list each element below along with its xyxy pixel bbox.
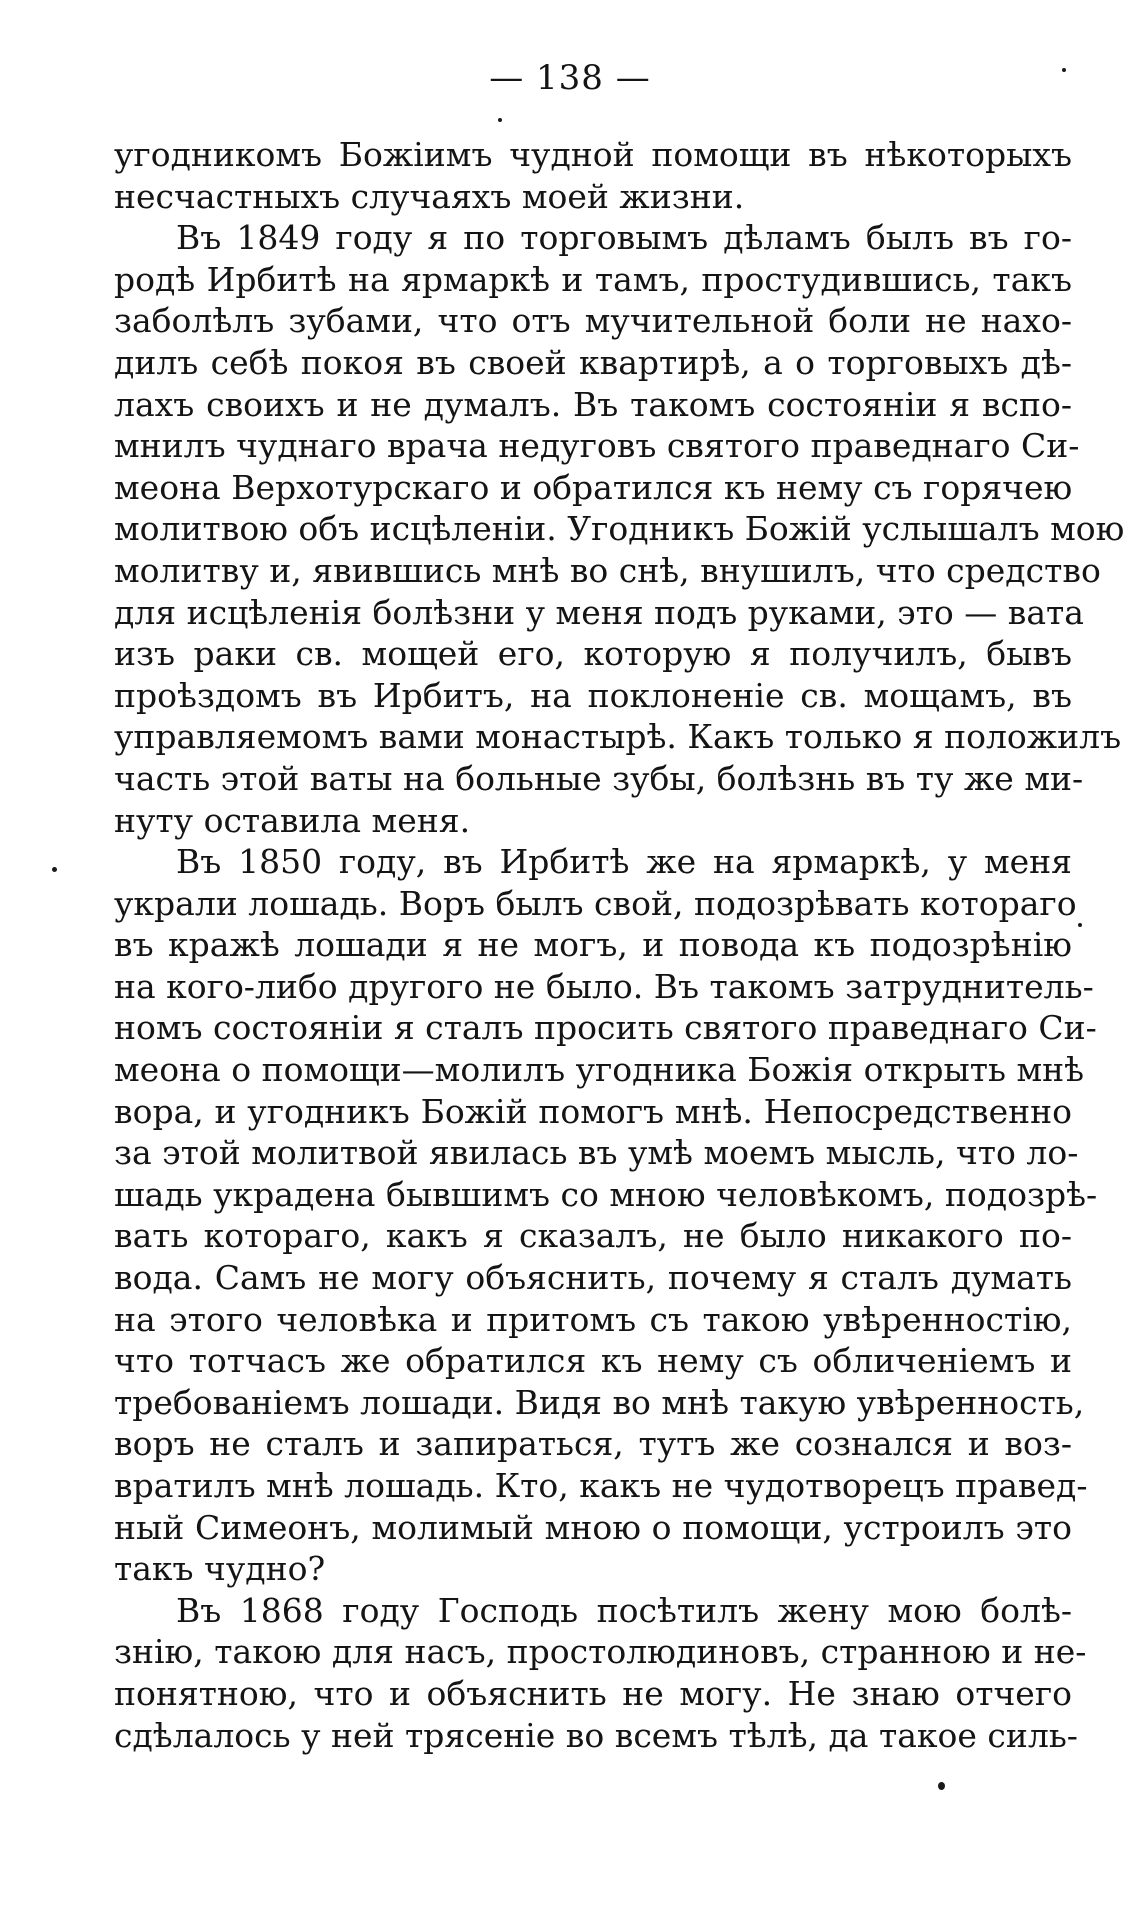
text-line: на этого человѣка и притомъ съ такою увѣренностію,	[114, 1299, 1072, 1339]
text-line: на кого-либо другого не было. Въ такомъ затруднитель-	[114, 966, 1094, 1006]
text-line: за этой молитвой явилась въ умѣ моемъ мысль, что ло-	[114, 1133, 1079, 1173]
text-line: сдѣлалось у ней трясеніе во всемъ тѣлѣ, да такое силь-	[114, 1715, 1078, 1755]
body-text	[114, 134, 1125, 1756]
text-line: проѣздомъ въ Ирбитъ, на поклоненіе св. мощамъ, въ	[114, 675, 1072, 715]
paragraph	[114, 217, 1125, 841]
text-line: изъ раки св. мощей его, которую я получилъ, бывъ	[114, 634, 1072, 674]
text-line: управляемомъ вами монастырѣ. Какъ только я положилъ	[114, 717, 1122, 757]
text-line: молитвою объ исцѣленіи. Угодникъ Божій услышалъ мою	[114, 509, 1125, 549]
text-line: вать котораго, какъ я сказалъ, не было никакого по-	[114, 1216, 1072, 1256]
text-line: вода. Самъ не могу объяснить, почему я сталъ думать	[114, 1258, 1072, 1298]
text-line: Въ 1868 году Господь посѣтилъ жену мою болѣ-	[176, 1590, 1072, 1630]
text-line: воръ не сталъ и запираться, тутъ же сознался и воз-	[114, 1424, 1072, 1464]
text-line: дилъ себѣ покоя въ своей квартирѣ, а о торговыхъ дѣ-	[114, 342, 1072, 382]
text-line: нуту оставила меня.	[114, 800, 471, 840]
paragraph	[114, 1590, 1087, 1756]
text-line: знію, такою для насъ, простолюдиновъ, странною и не-	[114, 1632, 1087, 1672]
text-line: для исцѣленія болѣзни у меня подъ руками, это — вата	[114, 592, 1084, 632]
text-line: Въ 1849 году я по торговымъ дѣламъ былъ въ го-	[176, 218, 1072, 258]
paragraph	[114, 134, 1072, 217]
text-line: такъ чудно?	[114, 1549, 326, 1589]
paragraph	[114, 841, 1098, 1590]
text-line: родѣ Ирбитѣ на ярмаркѣ и тамъ, простудившись, такъ	[114, 259, 1072, 299]
scan-speck	[52, 867, 57, 872]
text-line: шадь украдена бывшимъ со мною человѣкомъ, подозрѣ-	[114, 1174, 1098, 1214]
text-line: мнилъ чуднаго врача недуговъ святого праведнаго Си-	[114, 426, 1080, 466]
text-line: меона Верхотурскаго и обратился къ нему съ горячею	[114, 467, 1073, 507]
text-line: ный Симеонъ, молимый мною о помощи, устроилъ это	[114, 1507, 1072, 1547]
text-line: номъ состояніи я сталъ просить святого праведнаго Си-	[114, 1008, 1097, 1048]
scan-speck	[1078, 923, 1082, 927]
text-line: что тотчасъ же обратился къ нему съ обличеніемъ и	[114, 1341, 1072, 1381]
text-line: заболѣлъ зубами, что отъ мучительной боли не нахо-	[114, 301, 1072, 341]
text-line: молитву и, явившись мнѣ во снѣ, внушилъ, что средство	[114, 550, 1101, 590]
text-line: требованіемъ лошади. Видя во мнѣ такую увѣренность,	[114, 1382, 1085, 1422]
text-line: меона о помощи—молилъ угодника Божія открыть мнѣ	[114, 1050, 1085, 1090]
text-line: несчастныхъ случаяхъ моей жизни.	[114, 176, 745, 216]
page-number: — 138 —	[489, 58, 651, 98]
text-line: лахъ своихъ и не думалъ. Въ такомъ состояніи я вспо-	[114, 384, 1072, 424]
text-line: Въ 1850 году, въ Ирбитѣ же на ярмаркѣ, у меня	[176, 842, 1072, 882]
text-line: часть этой ваты на больные зубы, болѣзнь въ ту же ми-	[114, 758, 1084, 798]
scan-speck	[938, 1782, 945, 1790]
text-line: украли лошадь. Воръ былъ свой, подозрѣвать котораго	[114, 883, 1077, 923]
text-line: вора, и угодникъ Божій помогъ мнѣ. Непосредственно	[114, 1091, 1072, 1131]
text-line: въ кражѣ лошади я не могъ, и повода къ подозрѣнію	[114, 925, 1072, 965]
text-line: вратилъ мнѣ лошадь. Кто, какъ не чудотворецъ правед-	[114, 1466, 1088, 1505]
scan-speck	[498, 118, 502, 122]
text-line: понятною, что и объяснить не могу. Не знаю отчего	[114, 1673, 1072, 1713]
scan-speck	[1062, 68, 1066, 72]
text-line: угодникомъ Божіимъ чудной помощи въ нѣкоторыхъ	[114, 135, 1072, 174]
